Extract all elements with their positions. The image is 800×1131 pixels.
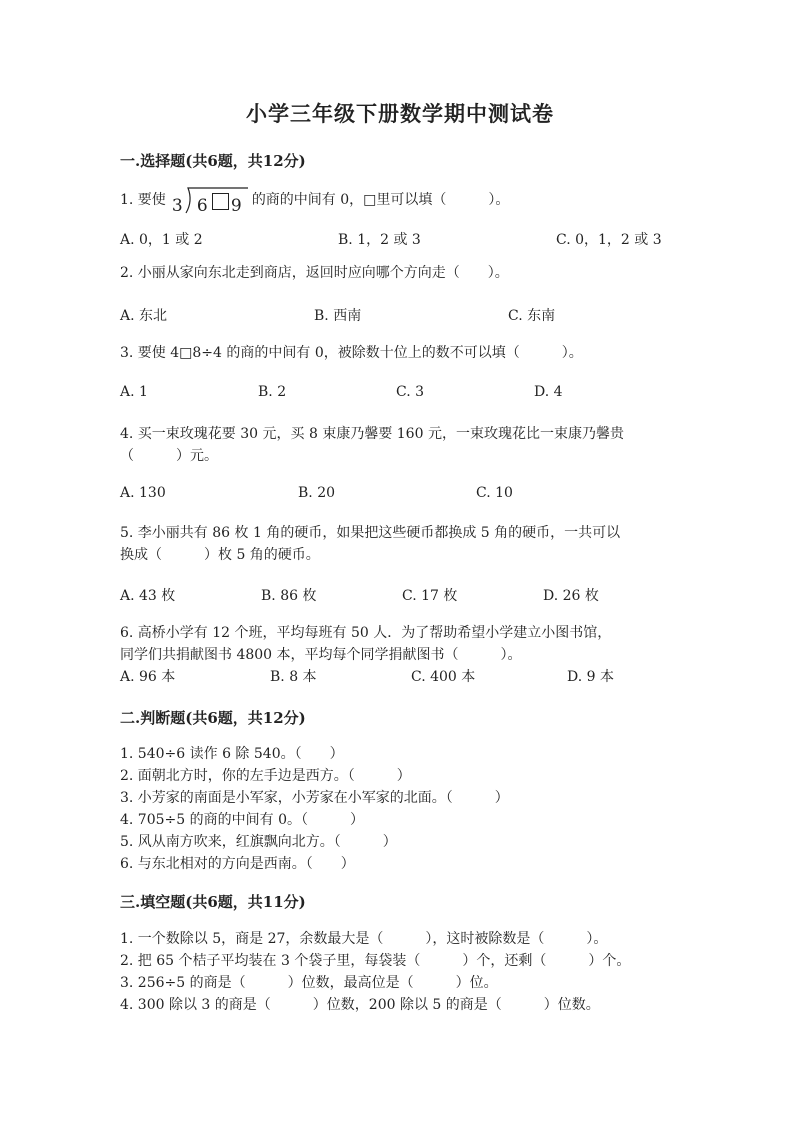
question-2: 2. 小丽从家向东北走到商店，返回时应向哪个方向走（ ）。 xyxy=(120,265,509,281)
q3-option-d[interactable]: D. 4 xyxy=(534,384,563,400)
q5-option-a[interactable]: A. 43 枚 xyxy=(120,588,176,604)
q5-option-b[interactable]: B. 86 枚 xyxy=(261,588,317,604)
fill-item: 4. 300 除以 3 的商是（ ）位数，200 除以 5 的商是（ ）位数。 xyxy=(120,997,600,1013)
q6-option-a[interactable]: A. 96 本 xyxy=(120,669,176,685)
q3-option-c[interactable]: C. 3 xyxy=(396,384,425,400)
fill-item: 1. 一个数除以 5，商是 27，余数最大是（ ），这时被除数是（ ）。 xyxy=(120,931,608,947)
judge-item: 5. 风从南方吹来，红旗飘向北方。（ ） xyxy=(120,834,397,850)
section-header-choice: 一.选择题(共6题，共12分) xyxy=(120,152,306,170)
long-division-figure xyxy=(168,185,250,215)
q6-option-d[interactable]: D. 9 本 xyxy=(567,669,614,685)
page-title: 小学三年级下册数学期中测试卷 xyxy=(246,101,554,126)
question-6-line-2: 同学们共捐献图书 4800 本，平均每个同学捐献图书（ ）。 xyxy=(120,647,522,663)
section-header-true-false: 二.判断题(共6题，共12分) xyxy=(120,709,306,727)
question-3: 3. 要使 4□8÷4 的商的中间有 0，被除数十位上的数不可以填（ ）。 xyxy=(120,345,583,361)
question-1 xyxy=(120,185,509,215)
question-6-line-1: 6. 高桥小学有 12 个班，平均每班有 50 人．为了帮助希望小学建立小图书馆， xyxy=(120,625,612,641)
q6-option-b[interactable]: B. 8 本 xyxy=(270,669,317,685)
judge-item: 2. 面朝北方时，你的左手边是西方。（ ） xyxy=(120,768,411,784)
q4-option-c[interactable]: C. 10 xyxy=(476,485,513,501)
q3-option-b[interactable]: B. 2 xyxy=(258,384,287,400)
q3-option-a[interactable]: A. 1 xyxy=(120,384,148,400)
judge-item: 6. 与东北相对的方向是西南。（ ） xyxy=(120,856,355,872)
judge-item: 3. 小芳家的南面是小军家，小芳家在小军家的北面。（ ） xyxy=(120,790,509,806)
q6-option-c[interactable]: C. 400 本 xyxy=(411,669,476,685)
divisor-digit: 3 xyxy=(171,196,183,216)
q5-option-d[interactable]: D. 26 枚 xyxy=(543,588,599,604)
q5-option-c[interactable]: C. 17 枚 xyxy=(402,588,458,604)
blank-box-icon xyxy=(212,193,229,210)
question-1-prefix: 1. 要使 xyxy=(120,192,166,208)
dividend-digit-hundreds: 6 xyxy=(196,196,208,216)
fill-item: 2. 把 65 个桔子平均装在 3 个袋子里，每袋装（ ）个，还剩（ ）个。 xyxy=(120,953,631,969)
q1-option-a[interactable]: A. 0，1 或 2 xyxy=(120,232,203,248)
question-5-line-2: 换成（ ）枚 5 角的硬币。 xyxy=(120,547,320,563)
q4-option-a[interactable]: A. 130 xyxy=(120,485,166,501)
dividend-digit-ones: 9 xyxy=(230,196,242,216)
question-4-line-1: 4. 买一束玫瑰花要 30 元，买 8 束康乃馨要 160 元，一束玫瑰花比一束康乃馨贵 xyxy=(120,426,624,442)
q2-option-b[interactable]: B. 西南 xyxy=(314,308,362,324)
q1-option-b[interactable]: B. 1，2 或 3 xyxy=(338,232,421,248)
q4-option-b[interactable]: B. 20 xyxy=(298,485,336,501)
q2-option-a[interactable]: A. 东北 xyxy=(120,308,168,324)
section-header-fill-blank: 三.填空题(共6题，共11分) xyxy=(120,893,306,911)
question-4-line-2: （ ）元。 xyxy=(120,448,218,464)
fill-item: 3. 256÷5 的商是（ ）位数，最高位是（ ）位。 xyxy=(120,975,498,991)
question-1-suffix: 的商的中间有 0，□里可以填（ ）。 xyxy=(251,192,510,208)
q2-option-c[interactable]: C. 东南 xyxy=(508,308,556,324)
q1-option-c[interactable]: C. 0，1，2 或 3 xyxy=(556,232,662,248)
judge-item: 1. 540÷6 读作 6 除 540。（ ） xyxy=(120,746,344,762)
question-5-line-1: 5. 李小丽共有 86 枚 1 角的硬币，如果把这些硬币都换成 5 角的硬币，一共可以 xyxy=(120,525,621,541)
judge-item: 4. 705÷5 的商的中间有 0。（ ） xyxy=(120,812,364,828)
